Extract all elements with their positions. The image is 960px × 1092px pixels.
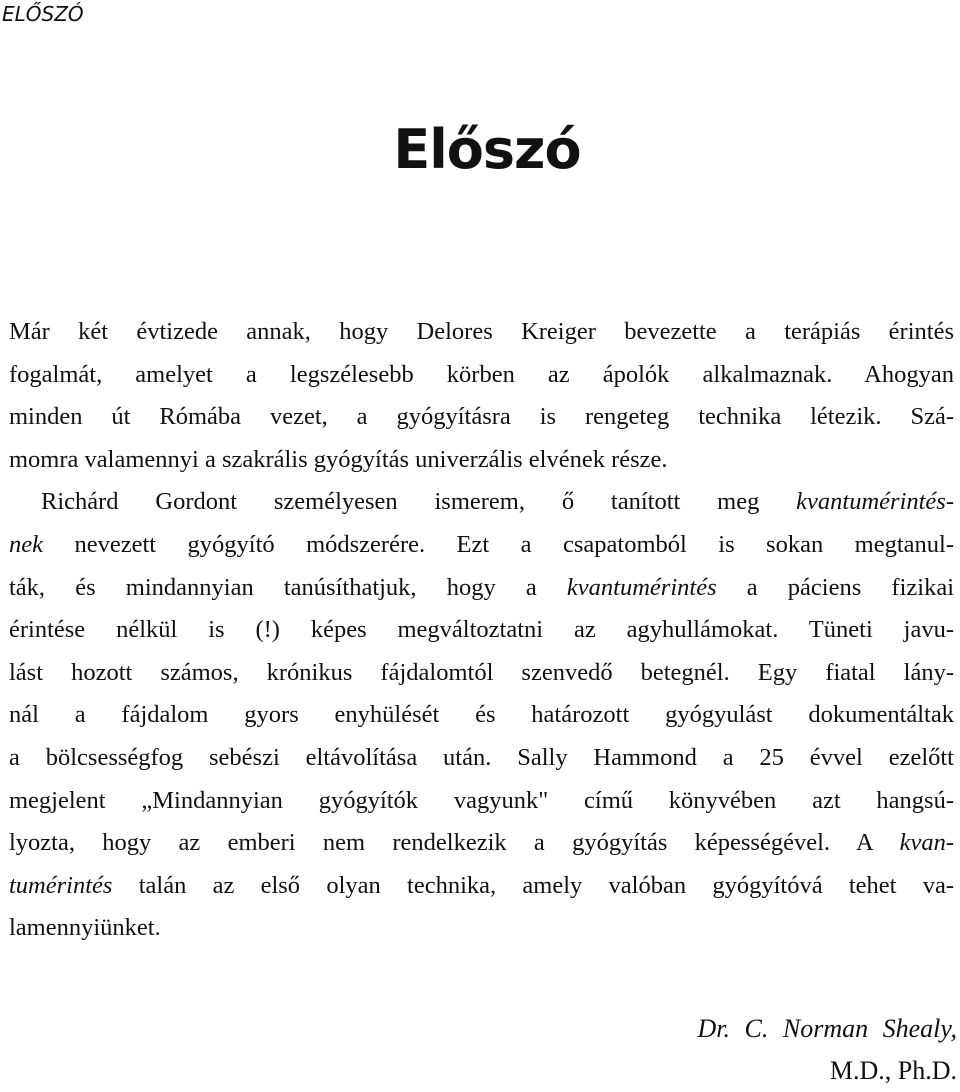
text-run: a páciens fizikai bbox=[716, 573, 955, 601]
italic-term: kvantumérintés bbox=[566, 573, 717, 601]
text-run: lyozta, hogy az emberi nem rendelkezik a gyógyítás képességével. A bbox=[9, 829, 900, 857]
text-line bbox=[9, 354, 954, 397]
text-run: megjelent „Mindannyian gyógyítók vagyunk" című könyvében azt hangsú- bbox=[9, 786, 954, 814]
running-header: ELŐSZÓ bbox=[2, 2, 84, 26]
text-line bbox=[9, 396, 954, 439]
text-line bbox=[9, 865, 954, 908]
text-line bbox=[9, 311, 954, 354]
text-line bbox=[9, 524, 954, 567]
signature-name: Dr. C. Norman Shealy, bbox=[697, 1014, 957, 1043]
text-run: nevezett gyógyító módszerére. Ezt a csapatomból is sokan megtanul- bbox=[43, 530, 954, 558]
italic-term: kvan- bbox=[899, 829, 954, 857]
text-line bbox=[9, 481, 954, 524]
italic-term: nek bbox=[9, 530, 43, 558]
text-run: talán az első olyan technika, amely valóban gyógyítóvá tehet va- bbox=[112, 871, 954, 899]
italic-term: kvantumérintés- bbox=[796, 488, 954, 516]
text-line bbox=[9, 737, 954, 780]
text-line bbox=[9, 907, 954, 950]
text-run: ták, és mindannyian tanúsíthatjuk, hogy a bbox=[9, 573, 567, 601]
text-line bbox=[9, 652, 954, 695]
text-line bbox=[9, 780, 954, 823]
text-line bbox=[9, 609, 954, 652]
text-line bbox=[9, 567, 954, 610]
foreword-paragraph bbox=[9, 311, 954, 950]
text-run: a bölcsességfog sebészi eltávolítása után. Sally Hammond a 25 évvel ezelőtt bbox=[9, 743, 954, 771]
text-run: lamennyiünket. bbox=[9, 914, 161, 942]
text-run: Richárd Gordont személyesen ismerem, ő tanított meg bbox=[41, 488, 797, 516]
text-run: érintése nélkül is (!) képes megváltoztatni az agyhullámokat. Tüneti javu- bbox=[9, 616, 954, 644]
text-run: nál a fájdalom gyors enyhülését és határozott gyógyulást dokumentáltak bbox=[9, 701, 954, 729]
text-run: lást hozott számos, krónikus fájdalomtól szenvedő betegnél. Egy fiatal lány- bbox=[9, 658, 954, 686]
text-run: fogalmát, amelyet a legszélesebb körben az ápolók alkalmaznak. Ahogyan bbox=[9, 360, 954, 388]
text-run: minden út Rómába vezet, a gyógyításra is rengeteg technika létezik. Szá- bbox=[9, 403, 954, 431]
text-line bbox=[9, 822, 954, 865]
signature-degrees: M.D., Ph.D. bbox=[829, 1056, 957, 1085]
text-line bbox=[9, 439, 954, 482]
signature-block bbox=[698, 1008, 957, 1092]
page-title: Előszó bbox=[393, 118, 581, 181]
text-line bbox=[9, 694, 954, 737]
text-run: Már két évtizede annak, hogy Delores Kreiger bevezette a terápiás érintés bbox=[9, 318, 954, 345]
italic-term: tumérintés bbox=[9, 871, 113, 899]
text-run: momra valamennyi a szakrális gyógyítás univerzális elvének része. bbox=[9, 445, 668, 473]
